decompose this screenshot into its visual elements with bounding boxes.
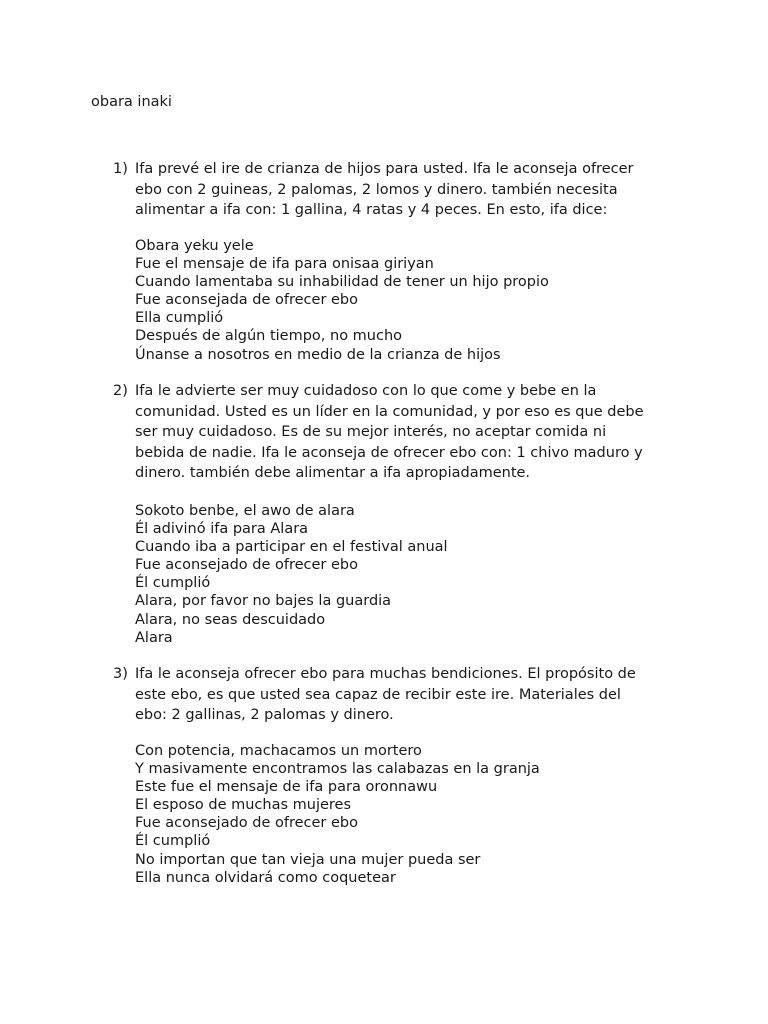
verse-line: Obara yeku yele — [135, 238, 254, 254]
paragraph-line: este ebo, es que usted sea capaz de recibir este ire. Materiales del — [135, 686, 621, 703]
verse-line: Fue aconsejado de ofrecer ebo — [135, 557, 358, 574]
verse-line: Con potencia, machacamos un mortero — [135, 743, 422, 759]
item-number: 1) — [113, 161, 128, 177]
item-paragraph — [135, 159, 633, 221]
verse-line: Ella nunca olvidará como coquetear — [135, 869, 396, 886]
verse-block — [135, 742, 540, 887]
verse-line: Alara, por favor no bajes la guardia — [135, 593, 392, 610]
verse-line: Alara, no seas descuidado — [135, 611, 326, 628]
paragraph-line: dinero. también debe alimentar a ifa apropiadamente. — [135, 465, 531, 481]
verse-line: Él adivinó ifa para Alara — [135, 521, 309, 538]
paragraph-line: comunidad. Usted es un líder en la comunidad, y por eso es que debe — [135, 403, 644, 420]
item-number: 2) — [113, 383, 128, 399]
paragraph-line: bebida de nadie. Ifa le aconseja de ofrecer ebo con: 1 chivo maduro y — [135, 444, 643, 461]
item-paragraph — [135, 381, 643, 484]
paragraph-line: ebo con 2 guineas, 2 palomas, 2 lomos y dinero. también necesita — [135, 181, 618, 198]
verse-line: Él cumplió — [135, 833, 211, 850]
paragraph-line: Ifa le aconseja ofrecer ebo para muchas bendiciones. El propósito de — [135, 666, 636, 682]
verse-line: Cuando iba a participar en el festival anual — [135, 539, 448, 556]
verse-line: Ella cumplió — [135, 310, 224, 327]
verse-line: El esposo de muchas mujeres — [135, 797, 352, 814]
paragraph-line: alimentar a ifa con: 1 gallina, 4 ratas y 4 peces. En esto, ifa dice: — [135, 202, 608, 218]
item-number: 3) — [113, 666, 128, 682]
verse-line: Este fue el mensaje de ifa para oronnawu — [135, 779, 438, 796]
item-paragraph — [135, 664, 636, 726]
paragraph-line: ebo: 2 gallinas, 2 palomas y dinero. — [135, 707, 394, 723]
verse-block — [135, 502, 448, 647]
verse-line: Únanse a nosotros en medio de la crianza de hijos — [135, 346, 501, 363]
paragraph-line: ser muy cuidadoso. Es de su mejor interés, no aceptar comida ni — [135, 424, 607, 440]
verse-line: Fue aconsejada de ofrecer ebo — [135, 292, 359, 309]
paragraph-line: Ifa prevé el ire de crianza de hijos para usted. Ifa le aconseja ofrecer — [135, 161, 634, 177]
verse-line: No importan que tan vieja una mujer pueda ser — [135, 851, 481, 868]
verse-line: Y masivamente encontramos las calabazas en la granja — [135, 761, 540, 778]
verse-line: Cuando lamentaba su inhabilidad de tener un hijo propio — [135, 274, 549, 291]
verse-line: Sokoto benbe, el awo de alara — [135, 503, 355, 519]
verse-line: Fue aconsejado de ofrecer ebo — [135, 815, 358, 832]
verse-line: Fue el mensaje de ifa para onisaa giriyan — [135, 256, 434, 273]
verse-block — [135, 237, 549, 364]
document-title: obara inaki — [91, 94, 172, 110]
verse-line: Él cumplió — [135, 575, 211, 592]
paragraph-line: Ifa le advierte ser muy cuidadoso con lo que come y bebe en la — [135, 383, 597, 399]
verse-line: Después de algún tiempo, no mucho — [135, 328, 403, 345]
verse-line: Alara — [135, 629, 173, 646]
